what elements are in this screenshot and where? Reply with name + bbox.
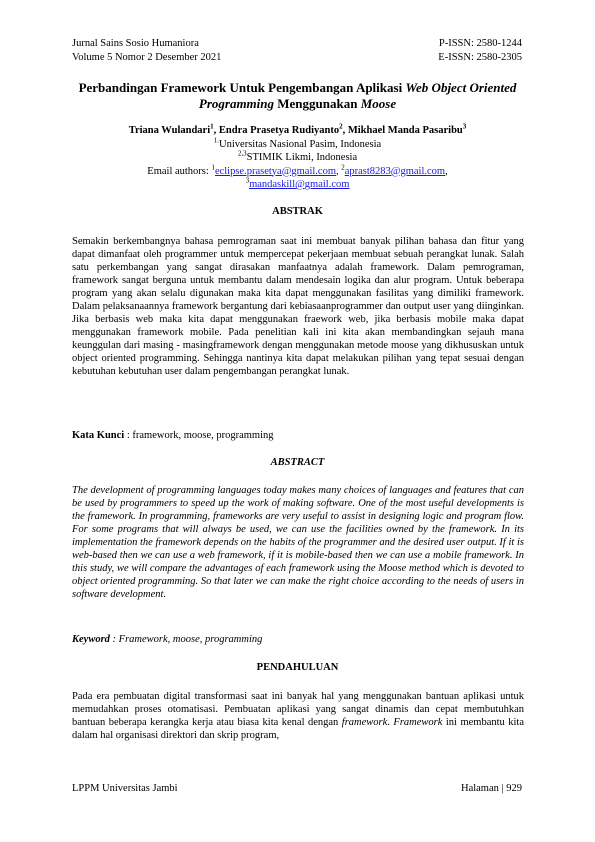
kata-kunci: Kata Kunci : framework, moose, programming [72, 430, 274, 441]
affiliation-1: $^{1.}$Universitas Nasional Pasim, Indonesia [213, 136, 382, 150]
footer-publisher: LPPM Universitas Jambi [72, 783, 178, 794]
pissn: P-ISSN: 2580-1244 [438, 38, 522, 49]
running-header-right [438, 37, 522, 65]
running-header-left [72, 37, 221, 65]
affiliation-2: $^{2,3}$STIMIK Likmi, Indonesia [237, 149, 358, 163]
pendahuluan-heading: PENDAHULUAN [256, 662, 339, 673]
intro-paragraph: Pada era pembuatan digital transformasi saat ini banyak hal yang menggunakan bantuan aplikasi untuk memudahkan proses otomatisasi. Pembuatan aplikasi yang sangat dinamis dan cepat membutuhkan bantuan beberapa kerangka kerja atau biasa kita kenal dengan framework. Framework ini membantu kita dalam hal organisasi direktori dan skrip program, [72, 691, 525, 742]
paper-title: Perbandingan Framework Untuk Pengembangan Aplikasi Web Object Oriented Programming Menggunakan Moose [78, 80, 517, 111]
page-number: Halaman | 929 [460, 783, 522, 794]
abstrak-body: Semakin berkembangnya bahasa pemrograman saat ini membuat banyak pilihan bahasa dan fitur yang dapat dimanfaat oleh programmer untuk mempercepat pekerjaan membuat sebuah perangkat lunak. Salah satu perkembangan yang sangat dirasakan manfaatnya adalah framework. Dalam pemrograman, framework sangat berguna untuk membantu dalam mendesain logika dan alur program. Untuk beberapa program yang akan selalu digunakan maka kita dapat menggunakan fasilitas yang dimiliki framework. Dalam pelaksanaannya framework bergantung dari kebiasaanprogrammer dan output user yang diinginkan. Jika berbasis web maka kita dapat menggunakan fraework web, jika berbasis mobile maka dapat menggunakan framework mobile. Pada penelitian kali ini kita akan membandingkan sejauh mana keunggulan dari masing - masingframework dengan menggunakan metode moose yang dikhususkan untuk object oriented programming. Sehingga nantinya kita dapat melakukan pilihan yang tepat sesuai dengan kebutuhan kebutuhan user dalam pengembangan perangkat lunak. [72, 236, 524, 378]
email-line: Email authors: $^1$eclipse.prasetya@gmail.com, $^2$aprast8283@gmail.com, [147, 163, 448, 177]
abstract-body: The development of programming languages today makes many choices of languages and features that can be used by programmers to speed up the work of making software. One of the most useful developments is the framework. In programming, frameworks are very useful to assist in designing logic and program flow. For some programs that will always be used, we can use the facilities owned by the framework. In its implementation the framework depends on the habits of the programmer and the desired user output. If it is web-based then we can use a web framework, if it is mobile-based then we can use a mobile framework. In this study, we will compare the advantages of each framework using the Moose method which is devoted to object oriented programming. So that later we can make the right choice according to the needs of users in software development. [72, 485, 524, 601]
abstrak-heading: ABSTRAK [272, 206, 323, 217]
email-link-3[interactable]: mandaskill@gmail.com [249, 179, 350, 190]
author-names: Triana Wulandari$^1$, Endra Prasetya Rudiyanto$^2$, Mikhael Manda Pasaribu$^3$ [128, 122, 467, 136]
email-link-1[interactable]: eclipse.prasetya@gmail.com [214, 165, 336, 177]
email-line-2: $^3$mandaskill@gmail.com [245, 176, 350, 190]
eissn: E-ISSN: 2580-2305 [438, 52, 522, 63]
volume-info: Volume 5 Nomor 2 Desember 2021 [72, 52, 222, 63]
author-block [60, 124, 535, 192]
email-link-2[interactable]: aprast8283@gmail.com [344, 165, 446, 177]
journal-name: Jurnal Sains Sosio Humaniora [72, 38, 199, 49]
abstract-heading: ABSTRACT [270, 457, 325, 468]
keyword-line: Keyword : Framework, moose, programming [72, 634, 263, 645]
